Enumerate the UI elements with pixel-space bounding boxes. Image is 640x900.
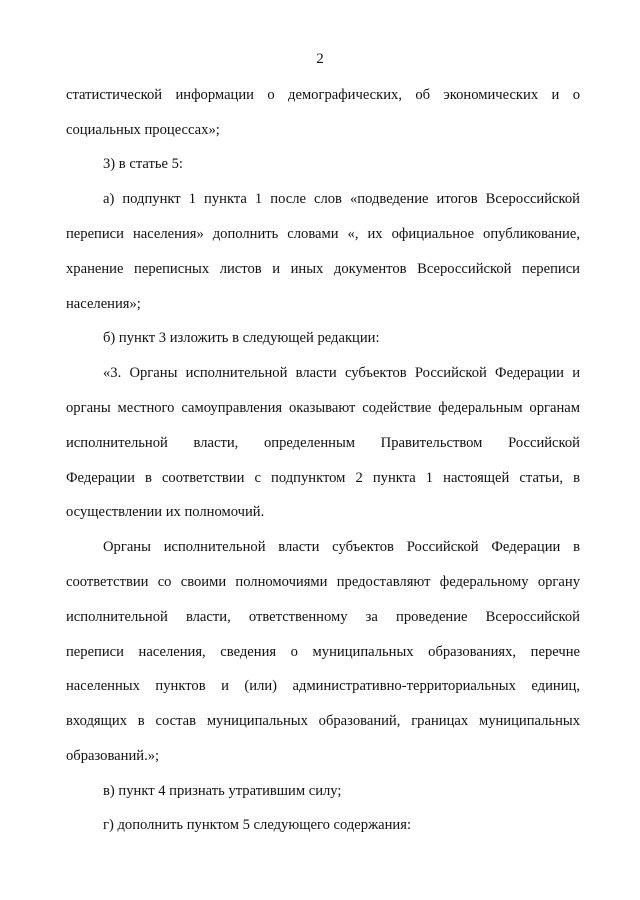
text-line: статистической информации о демографических, об экономических и о [66,87,580,103]
text-line: входящих в состав муниципальных образований, границах муниципальных [66,713,580,729]
text-line: Федерации в соответствии с подпунктом 2 пункта 1 настоящей статьи, в [66,470,580,486]
text-line: в) пункт 4 признать утратившим силу; [103,783,342,799]
text-line: образований.»; [66,748,160,764]
text-line: а) подпункт 1 пункта 1 после слов «подведение итогов Всероссийской [103,191,580,207]
text-line: г) дополнить пунктом 5 следующего содержания: [103,817,412,833]
text-line: населенных пунктов и (или) административно-территориальных единиц, [66,678,580,694]
text-line: населения»; [66,296,141,312]
text-line: переписи населения, сведения о муниципальных образованиях, перечне [66,644,580,660]
text-line: переписи населения» дополнить словами «, их официальное опубликование, [66,226,580,242]
text-line: исполнительной власти, ответственному за проведение Всероссийской [66,609,580,625]
text-line: соответствии со своими полномочиями предоставляют федеральному органу [66,574,580,590]
text-line: б) пункт 3 изложить в следующей редакции: [103,330,380,346]
text-line: социальных процессах»; [66,122,220,138]
text-line: Органы исполнительной власти субъектов Российской Федерации в [103,539,580,555]
page-number: 2 [316,51,324,67]
text-line: органы местного самоуправления оказывают содействие федеральным органам [66,400,580,416]
text-line: хранение переписных листов и иных документов Всероссийской переписи [66,261,580,277]
text-line: осуществлении их полномочий. [66,504,265,520]
text-line: исполнительной власти, определенным Правительством Российской [66,435,580,451]
text-line: 3) в статье 5: [103,156,183,172]
text-line: «3. Органы исполнительной власти субъектов Российской Федерации и [103,365,580,381]
